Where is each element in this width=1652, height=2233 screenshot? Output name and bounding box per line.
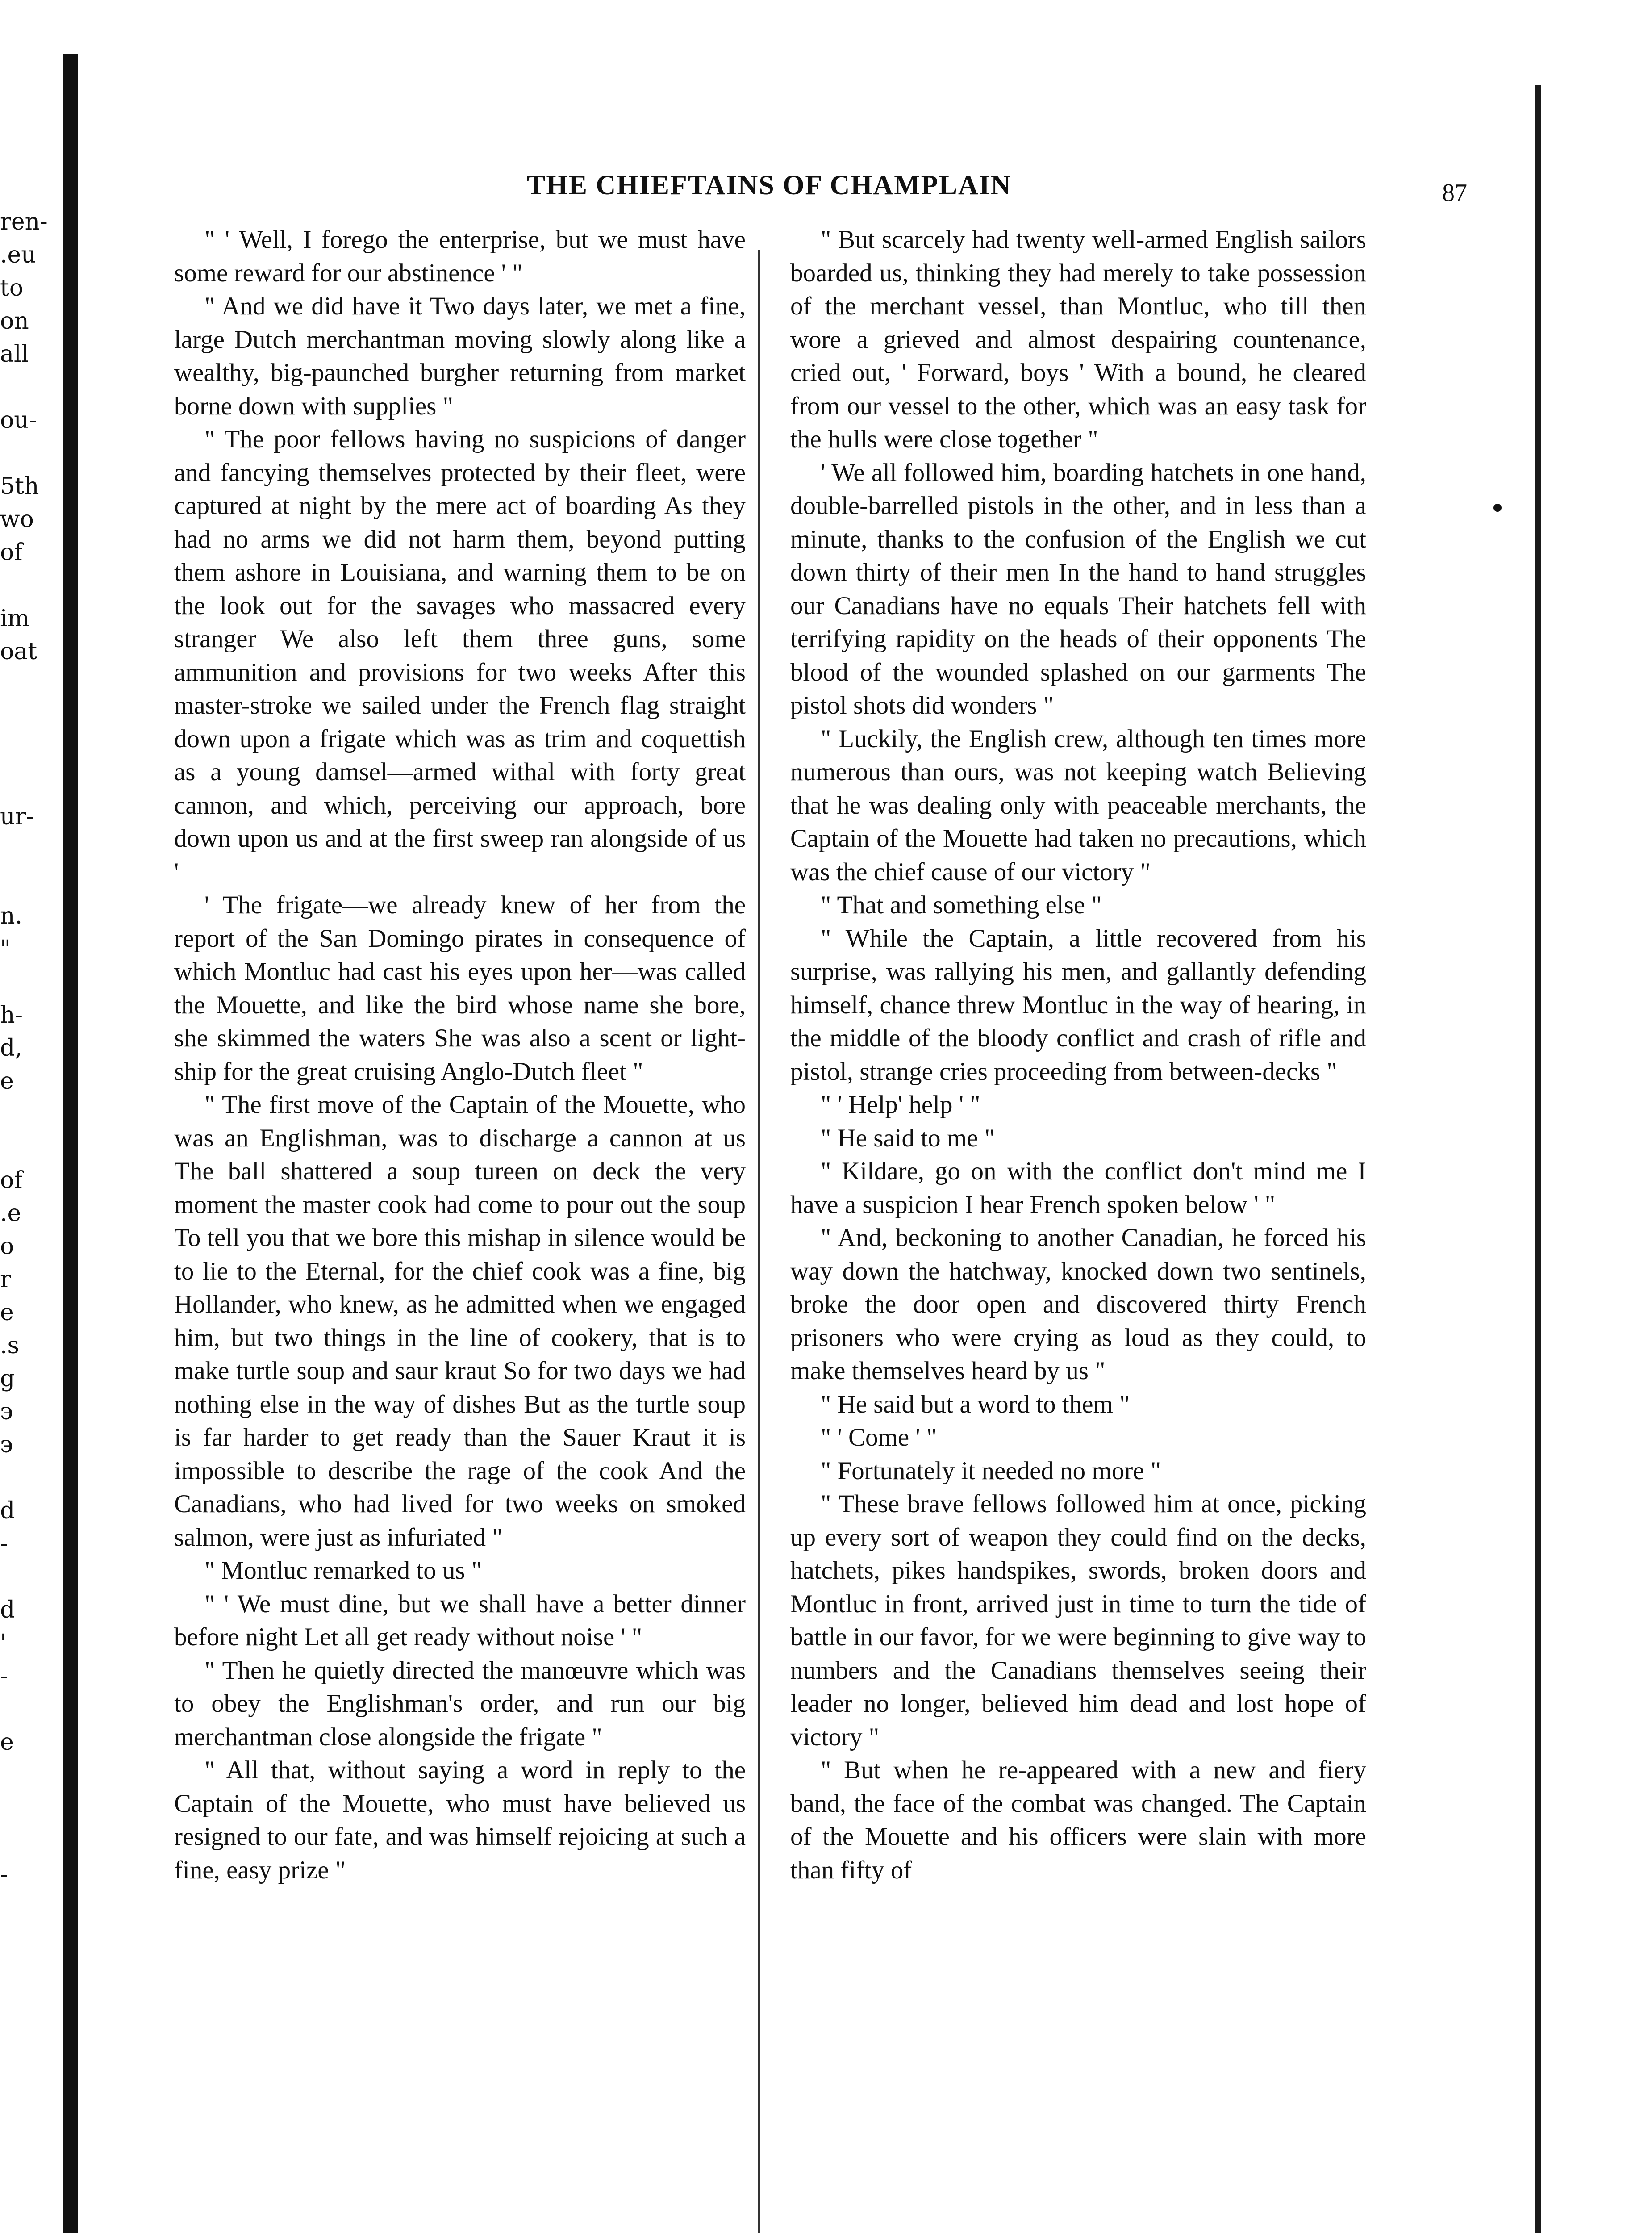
paragraph: " The first move of the Captain of the Mouette, who was an Englishman, was to discharge a cannon at us The ball shattered a soup tureen on deck the very moment the master cook had come to pour out the soup To tell you that we bore this mishap in silence would be to lie to the Eternal, for the chief cook was a fine, big Hollander, who knew, as he admitted when we engaged him, but two things in the line of cookery, that is to make turtle soup and saur kraut So for two days we had nothing else in the way of dishes But as the turtle soup is far harder to get ready than the Sauer Kraut it is impossible to describe the rage of the cook And the Canadians, who had lived for two weeks on smoked salmon, were just as infuriated ": [174, 1091, 746, 1551]
fragment-line: -: [0, 1861, 8, 1888]
fragment-line: e: [0, 1068, 14, 1095]
fragment-line: [0, 833, 45, 866]
fragment-line: э: [0, 1398, 13, 1425]
fragment-line: [0, 371, 45, 404]
fragment-line: o: [0, 1233, 14, 1260]
running-title: THE CHIEFTAINS OF CHAMPLAIN: [527, 170, 1012, 201]
paragraph: " ' We must dine, but we shall have a better dinner before night Let all get ready without noise ' ": [174, 1589, 746, 1651]
fragment-line: im: [0, 605, 29, 632]
paragraph: " The poor fellows having no suspicions of danger and fancying themselves protected by their fleet, were captured at night by the mere act of boarding As they had no arms we did not harm them, beyond putting them ashore in Louisiana, and warning them to be on the look out for the savages who massacred every stranger We also left them three guns, some ammunition and provisions for two weeks After this master-stroke we sailed under the French flag straight down upon a frigate which was as trim and coquettish as a young damsel—armed withal with forty great cannon, and which, perceiving our approach, bore down upon us and at the first sweep ran alongside of us ': [174, 425, 746, 886]
paragraph: ' We all followed him, boarding hatchets in one hand, double-barrelled pistols in the other, and in less than a minute, thanks to the confusion of the English we cut down thirty of their men In the hand to hand struggles our Canadians have no equals Their hatchets fell with terrifying rapidity on the heads of their opponents The blood of the wounded splashed on our garments The pistol shots did wonders ": [790, 458, 1366, 719]
fragment-line: [0, 1792, 45, 1825]
fragment-line: [0, 1560, 45, 1593]
paragraph: " Luckily, the English crew, although ten times more numerous than ours, was not keeping watch Believing that he was dealing only with peaceable merchants, the Captain of the Mouette had taken no precautions, which was the chief cause of our victory ": [790, 724, 1366, 886]
paragraph: " ' Come ' ": [821, 1423, 937, 1451]
fragment-line: [0, 1759, 45, 1792]
fragment-line: d,: [0, 1035, 22, 1062]
fragment-line: e: [0, 1299, 14, 1326]
fragment-line: [0, 668, 45, 701]
paragraph: " All that, without saying a word in reply to the Captain of the Mouette, who must have believed us resigned to our fate, and was himself rejoicing at such a fine, easy prize ": [174, 1756, 746, 1884]
paragraph: " And we did have it Two days later, we met a fine, large Dutch merchantman moving slowly along like a wealthy, big-paunched burgher returning from market borne down with supplies ": [174, 292, 746, 420]
paragraph: " He said but a word to them ": [821, 1390, 1130, 1418]
binding-shadow-right: [1535, 85, 1541, 2233]
fragment-line: d: [0, 1597, 15, 1623]
fragment-line: -: [0, 1530, 8, 1557]
fragment-line: [0, 1693, 45, 1726]
previous-page-fragments: [0, 205, 48, 1891]
fragment-line: ": [0, 936, 11, 962]
fragment-line: .e: [0, 1200, 21, 1227]
fragment-line: n.: [0, 903, 23, 929]
fragment-line: .eu: [0, 242, 36, 268]
fragment-line: [0, 701, 45, 734]
paragraph: ' The frigate—we already knew of her from the report of the San Domingo pirates in consequence of which Montluc had cast his eyes upon her—was called the Mouette, and like the bird whose name she bore, she skimmed the waters She was also a scent or light-ship for the great cruising Anglo-Dutch fleet ": [174, 891, 746, 1086]
fragment-line: ': [0, 1630, 7, 1656]
right-column: [790, 223, 1366, 1887]
paragraph: " These brave fellows followed him at once, picking up every sort of weapon they could find on the decks, hatchets, pikes handspikes, swords, broken doors and Montluc in front, arrived just in time to turn the tide of battle in our favor, for we were beginning to give way to numbers and the Canadians themselves seeing their leader no longer, believed him dead and lost hope of victory ": [790, 1490, 1366, 1751]
paragraph: " But when he re-appeared with a new and fiery band, the face of the combat was changed. The Captain of the Mouette and his officers were slain with more than fifty of: [790, 1756, 1366, 1884]
fragment-line: d: [0, 1497, 15, 1524]
fragment-line: 5th: [0, 473, 39, 500]
fragment-line: to: [0, 275, 24, 301]
fragment-line: of: [0, 539, 23, 566]
page-number: 87: [1442, 179, 1467, 207]
fragment-line: [0, 1131, 45, 1164]
column-divider: [758, 250, 760, 2233]
paragraph: " Then he quietly directed the manœuvre which was to obey the Englishman's order, and run our big merchantman close alongside the frigate ": [174, 1656, 746, 1751]
fragment-line: [0, 966, 45, 999]
fragment-line: ren-: [0, 209, 48, 235]
fragment-line: wo: [0, 506, 34, 533]
paragraph: " And, beckoning to another Canadian, he forced his way down the hatchway, knocked down two sentinels, broke the door open and discovered thirty French prisoners who were crying as loud as they could, to make themselves heard by us ": [790, 1224, 1366, 1385]
fragment-line: [0, 1825, 45, 1858]
fragment-line: э: [0, 1431, 13, 1458]
paragraph: " Kildare, go on with the conflict don't mind me I have a suspicion I hear French spoken below ' ": [790, 1157, 1366, 1219]
fragment-line: oat: [0, 638, 38, 665]
fragment-line: [0, 734, 45, 767]
paragraph: " But scarcely had twenty well-armed English sailors boarded us, thinking they had merely to take possession of the merchant vessel, than Montluc, who till then wore a grieved and almost despairing countenance, cried out, ' Forward, boys ' With a bound, he cleared from our vessel to the other, which was an easy task for the hulls were close together ": [790, 226, 1366, 453]
paragraph: " That and something else ": [821, 891, 1102, 919]
fragment-line: [0, 437, 45, 470]
fragment-line: ur-: [0, 803, 34, 830]
fragment-line: [0, 866, 45, 899]
paragraph: " ' Well, I forego the enterprise, but we must have some reward for our abstinence ' ": [174, 226, 746, 287]
paragraph: " While the Captain, a little recovered from his surprise, was rallying his men, and gallantly defending himself, chance threw Montluc in the way of hearing, in the middle of the bloody conflict and crash of rifle and pistol, strange cries proceeding from between-decks ": [790, 924, 1366, 1086]
fragment-line: of: [0, 1167, 23, 1194]
paragraph: " Fortunately it needed no more ": [821, 1456, 1161, 1485]
fragment-line: -: [0, 1663, 8, 1689]
fragment-line: [0, 1098, 45, 1131]
fragment-line: ou-: [0, 407, 37, 434]
fragment-line: all: [0, 341, 29, 368]
fragment-line: [0, 1461, 45, 1494]
fragment-line: [0, 569, 45, 602]
binding-shadow-left: [63, 54, 78, 2233]
fragment-line: r: [0, 1266, 11, 1293]
paragraph: " He said to me ": [821, 1124, 995, 1152]
ink-speck: [1493, 504, 1502, 512]
paragraph: " Montluc remarked to us ": [204, 1556, 482, 1585]
fragment-line: e: [0, 1729, 14, 1756]
fragment-line: h-: [0, 1002, 23, 1029]
fragment-line: g: [0, 1365, 15, 1392]
left-column: [174, 223, 746, 1887]
paragraph: " ' Help' help ' ": [821, 1091, 980, 1119]
fragment-line: on: [0, 308, 29, 335]
fragment-line: [0, 767, 45, 800]
fragment-line: .s: [0, 1332, 20, 1359]
